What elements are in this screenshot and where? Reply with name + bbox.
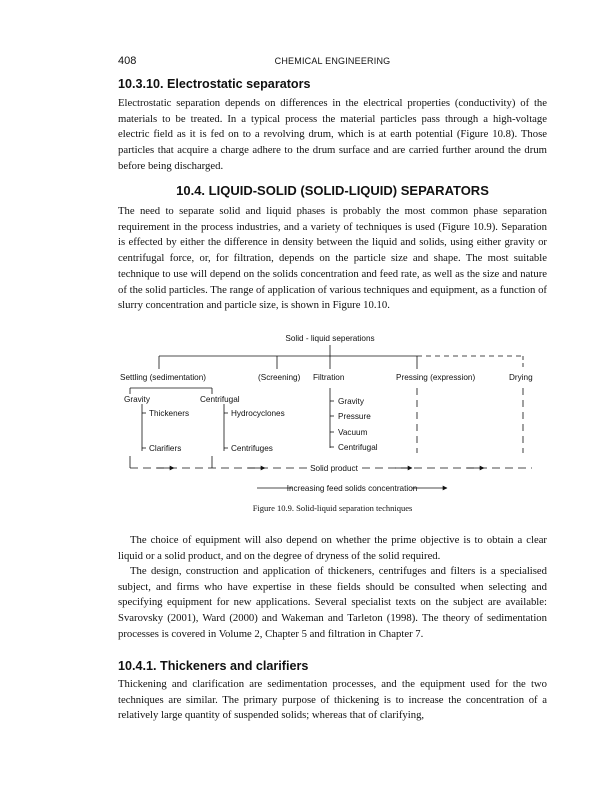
- root-label: Solid - liquid seperations: [285, 334, 375, 343]
- figure-caption: Figure 10.9. Solid-liquid separation techniques: [252, 503, 413, 513]
- page-number: 408: [118, 55, 137, 67]
- settling-label: Settling (sedimentation): [120, 373, 207, 382]
- settling-gravity-label: Gravity: [124, 395, 150, 404]
- separation-tree-svg: [112, 328, 552, 503]
- drying-label: Drying: [509, 373, 533, 382]
- filtration-centrifugal-label: Centrifugal: [338, 443, 378, 452]
- section-heading-electrostatic: 10.3.10. Electrostatic separators: [118, 77, 311, 91]
- filtration-vacuum-label: Vacuum: [338, 428, 368, 437]
- thickeners-label: Thickeners: [149, 409, 190, 418]
- solid-product-label: Solid product: [310, 464, 358, 473]
- paragraph-choice: The choice of equipment will also depend on whether the prime objective is to obtain a clear liquid or a solid product, and on the degree of dryness of the solid required.: [118, 534, 547, 562]
- running-title: CHEMICAL ENGINEERING: [274, 56, 391, 66]
- paragraph-thickeners: Thickening and clarification are sedimentation processes, and the equipment used for the two techniques are similar. The primary purpose of thickening is to increase the concentration of a relatively large quantity of suspended solids; whereas that of clarifying,: [118, 678, 547, 722]
- paragraph-liquid-solid: The need to separate solid and liquid phases is probably the most common phase separation requirement in the process industries, and a variety of techniques is used (Figure 10.9). Separation is effected by either the difference in density between the liquid and solids, using either gravity or centrifugal force, or, for filtration, depends on the particle size and shape. The most suitable technique to use will depend on the solids concentration and feed rate, as well as the size and nature of the solid particles. The range of application of various techniques and equipment, as a function of slurry concentration and particle size, is shown in Figure 10.10.: [118, 205, 547, 312]
- settling-centrifugal-label: Centrifugal: [200, 395, 240, 404]
- filtration-label: Filtration: [313, 373, 345, 382]
- hydrocyclones-label: Hydrocyclones: [231, 409, 285, 418]
- section-heading-liquid-solid: 10.4. LIQUID-SOLID (SOLID-LIQUID) SEPARATORS: [176, 183, 489, 198]
- filtration-gravity-label: Gravity: [338, 397, 364, 406]
- clarifiers-label: Clarifiers: [149, 444, 182, 453]
- paragraph-electrostatic: Electrostatic separation depends on differences in the electrical properties (conductivity) of the materials to be treated. In a typical process the material particles pass through a high-voltage electric field as it is fed on to a revolving drum, which is at earth potential (Figure 10.8). Those particles that acquire a charge adhere to the drum surface and are carried further around the drum before being discharged.: [118, 97, 547, 172]
- centrifuges-label: Centrifuges: [231, 444, 273, 453]
- paragraph-design: The design, construction and application of thickeners, centrifuges and filters is a specialised subject, and firms who have expertise in these fields should be consulted when selecting and specifying equipment for new applications. Several specialist texts on the subject are available: Svarovsky (2001), Ward (2000) and Wakeman and Tarleton (1998). The theory of sedimentation processes is covered in Volume 2, Chapter 5 and filtration in Chapter 7.: [118, 565, 547, 640]
- figure-10-9-diagram: [112, 328, 552, 514]
- concentration-label: Increasing feed solids concentration: [286, 484, 418, 493]
- pressing-label: Pressing (expression): [396, 373, 476, 382]
- page-header: [118, 55, 547, 71]
- filtration-pressure-label: Pressure: [338, 412, 371, 421]
- screening-label: (Screening): [258, 373, 301, 382]
- section-heading-thickeners: 10.4.1. Thickeners and clarifiers: [118, 659, 309, 673]
